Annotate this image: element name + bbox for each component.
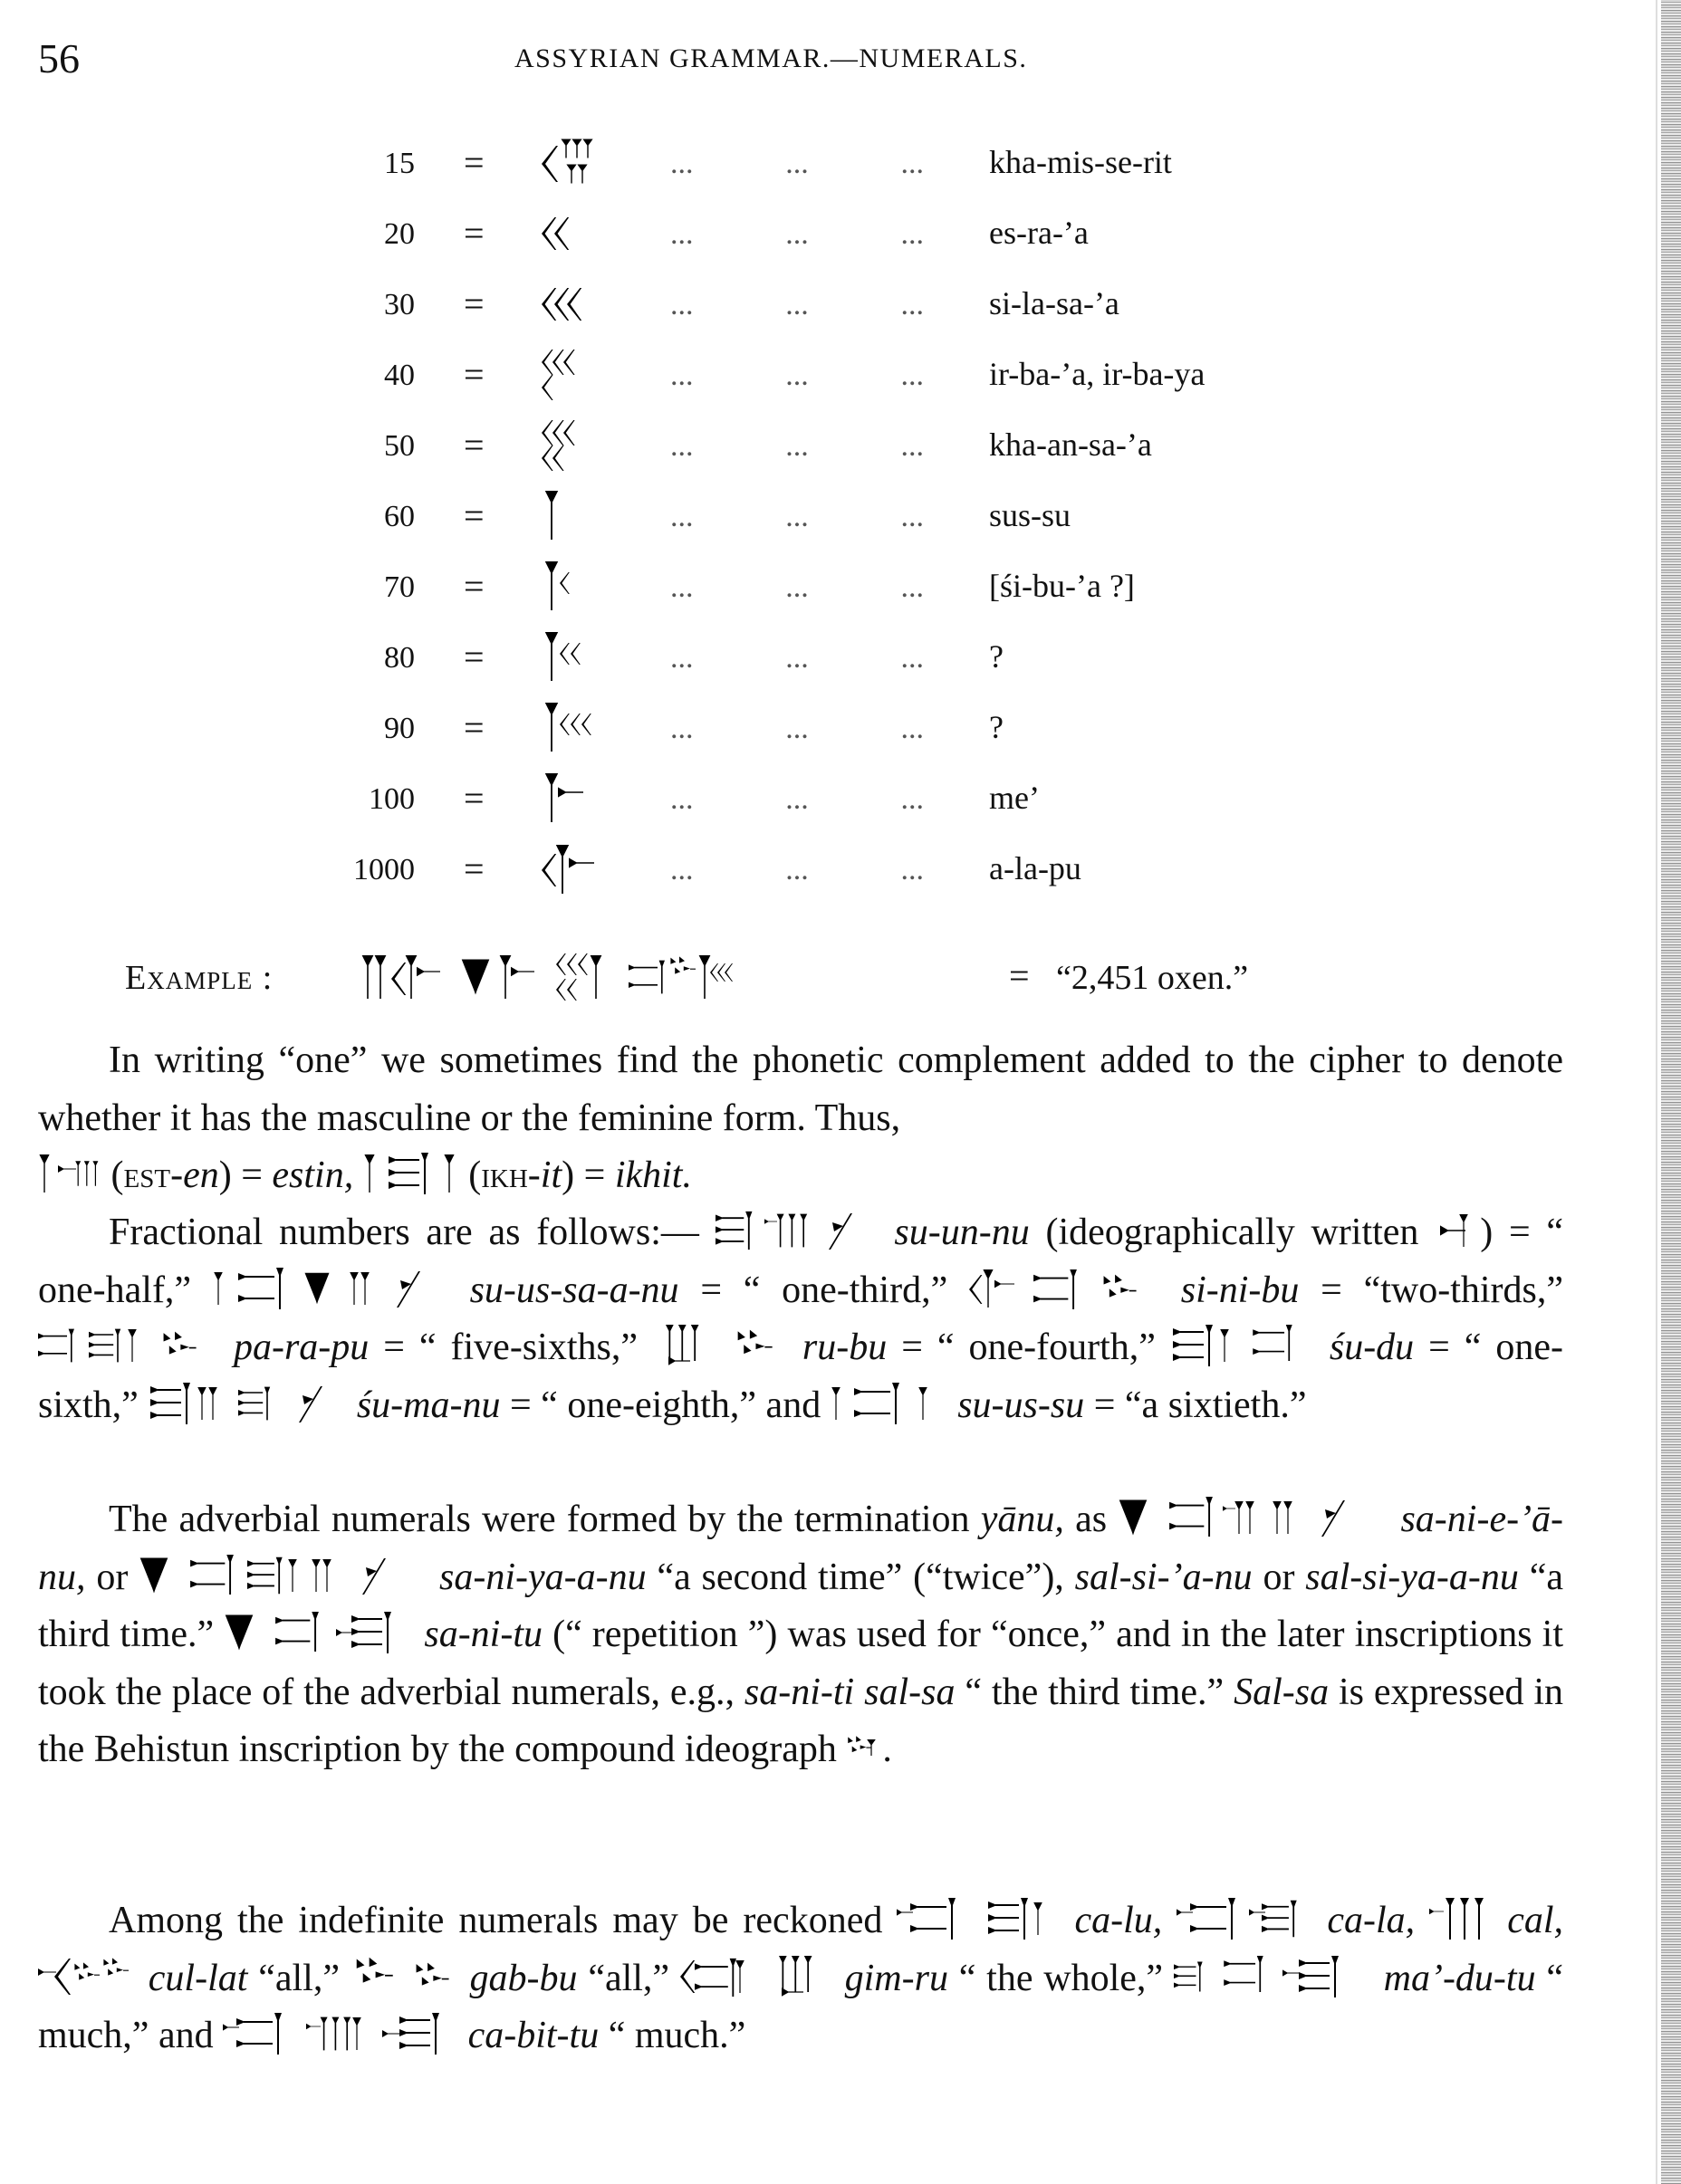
cuneiform-100-glyph bbox=[542, 771, 596, 828]
paragraph-text: ) = bbox=[218, 1154, 273, 1196]
leader-dots: ... ... ... bbox=[670, 782, 924, 816]
cuneiform-madutu-glyph bbox=[1174, 1956, 1373, 1997]
paragraph-text: . bbox=[882, 1729, 892, 1770]
cuneiform-70-glyph bbox=[542, 560, 587, 616]
equals-sign: = bbox=[464, 354, 485, 395]
paragraph-text: In writing “one” we sometimes find the phonetic complement added to the cipher to denote whether it has the masculine or the feminine form. Thus, bbox=[38, 1039, 1563, 1139]
equals-sign: = bbox=[464, 213, 485, 254]
italic-cul-lat: cul-lat bbox=[148, 1957, 248, 1999]
cuneiform-sussanu-glyph bbox=[213, 1268, 448, 1309]
transliteration: ? bbox=[989, 709, 1004, 745]
italic-su-us-su: su-us-su bbox=[957, 1384, 1085, 1426]
paragraph-indefinite-numerals bbox=[38, 1892, 1563, 2065]
cuneiform-1000-glyph bbox=[542, 842, 605, 898]
paragraph-text: “ much,” and bbox=[38, 1957, 1564, 2056]
paragraph-text: ) = bbox=[562, 1154, 615, 1196]
numeral-row-60 bbox=[0, 489, 1268, 552]
italic-su-un-nu: su-un-nu bbox=[894, 1212, 1030, 1253]
cuneiform-cala-glyph bbox=[1177, 1898, 1312, 1940]
numeral-value: 90 bbox=[384, 712, 415, 745]
italic-cal: cal, bbox=[1507, 1900, 1564, 1941]
numeral-row-50 bbox=[0, 418, 1268, 482]
paren: ( bbox=[468, 1154, 482, 1196]
paragraph-text: “ much.” bbox=[608, 2015, 746, 2056]
equals-sign: = bbox=[464, 425, 485, 465]
cuneiform-ikhit-glyph bbox=[363, 1153, 459, 1194]
paragraph-text: “a third time.” bbox=[38, 1556, 1564, 1655]
cuneiform-cullat-glyph bbox=[38, 1956, 138, 1997]
equals-sign: = bbox=[464, 707, 485, 748]
italic-sal-si-ya-a-nu: sal-si-ya-a-nu bbox=[1305, 1556, 1519, 1598]
paragraph-text: = “ one-fourth,” bbox=[901, 1327, 1156, 1368]
cuneiform-gimru-glyph bbox=[680, 1956, 834, 1997]
paragraph-text: or bbox=[96, 1556, 129, 1598]
ideogram-est: est bbox=[123, 1154, 171, 1196]
numeral-value: 50 bbox=[384, 429, 415, 463]
paragraph-text: Among the indefinite numerals may be reckoned bbox=[109, 1900, 883, 1941]
italic-pa-ra-pu: pa-ra-pu bbox=[233, 1327, 370, 1368]
transliteration: kha-mis-se-rit bbox=[989, 144, 1172, 180]
cuneiform-15-glyph bbox=[542, 136, 614, 192]
cuneiform-sudu-glyph bbox=[1170, 1325, 1315, 1366]
numeral-row-15 bbox=[0, 136, 1268, 199]
cuneiform-sanitu-glyph bbox=[224, 1612, 414, 1653]
cuneiform-60-glyph bbox=[542, 489, 569, 545]
italic-sa-ni-ti-sal-sa: sa-ni-ti sal-sa bbox=[744, 1671, 956, 1713]
example-value: “2,451 oxen.” bbox=[1056, 959, 1249, 997]
cuneiform-50-glyph bbox=[542, 418, 614, 474]
transliteration: a-la-pu bbox=[989, 850, 1081, 886]
cuneiform-calu-glyph bbox=[897, 1898, 1060, 1940]
italic-sal-si-anu: sal-si-’a-nu bbox=[1074, 1556, 1253, 1598]
italic-estin: estin, bbox=[272, 1154, 354, 1196]
numeral-value: 30 bbox=[384, 288, 415, 321]
cuneiform-estin-glyph bbox=[38, 1153, 101, 1194]
transliteration: [śi-bu-’a ?] bbox=[989, 568, 1135, 604]
equals-sign: = bbox=[464, 566, 485, 607]
cuneiform-sunnu-glyph bbox=[716, 1210, 879, 1251]
cuneiform-cabittu-glyph bbox=[223, 2013, 458, 2055]
italic-ca-lu: ca-lu, bbox=[1074, 1900, 1163, 1941]
italic-ma-du-tu: ma’-du-tu bbox=[1383, 1957, 1536, 1999]
italic-si-ni-bu: si-ni-bu bbox=[1180, 1269, 1300, 1311]
cuneiform-parapu-glyph bbox=[38, 1325, 219, 1366]
italic-ru-bu: ru-bu bbox=[802, 1327, 888, 1368]
paragraph-text: “ the third time.” bbox=[965, 1671, 1225, 1713]
numeral-row-30 bbox=[0, 277, 1268, 340]
numeral-value: 40 bbox=[384, 359, 415, 392]
paragraph-text: “a second time” (“twice”), bbox=[657, 1556, 1064, 1598]
cuneiform-sinibu-glyph bbox=[969, 1268, 1159, 1309]
cuneiform-90-glyph bbox=[542, 701, 614, 757]
italic-sa-ni-tu: sa-ni-tu bbox=[424, 1614, 543, 1655]
italic-sa-ni-ya-a-nu: sa-ni-ya-a-nu bbox=[438, 1556, 647, 1598]
cuneiform-sumanu-glyph bbox=[148, 1383, 347, 1424]
transliteration: ir-ba-’a, ir-ba-ya bbox=[989, 356, 1206, 392]
cuneiform-half-glyph bbox=[1435, 1210, 1480, 1251]
numeral-value: 1000 bbox=[353, 853, 415, 886]
paragraph-phonetic-complement bbox=[38, 1032, 1563, 1205]
numeral-value: 15 bbox=[384, 147, 415, 180]
paragraph-text: = “ one-eighth,” and bbox=[509, 1384, 821, 1426]
cuneiform-cal-glyph bbox=[1429, 1898, 1493, 1940]
transliteration: sus-su bbox=[989, 497, 1071, 533]
leader-dots: ... ... ... bbox=[670, 570, 924, 604]
transliteration: me’ bbox=[989, 780, 1040, 816]
italic-su-du: śu-du bbox=[1329, 1327, 1415, 1368]
paragraph-text: ) = “ one-half,” bbox=[38, 1212, 1564, 1311]
numeral-value: 100 bbox=[369, 782, 415, 816]
numeral-row-20 bbox=[0, 206, 1268, 270]
leader-dots: ... ... ... bbox=[670, 429, 924, 463]
cuneiform-20-glyph bbox=[542, 206, 596, 263]
paragraph-text: The adverbial numerals were formed by the termination bbox=[109, 1499, 970, 1540]
numeral-row-1000 bbox=[0, 842, 1268, 905]
cuneiform-80-glyph bbox=[542, 630, 605, 686]
transliteration: es-ra-’a bbox=[989, 215, 1089, 251]
equals-sign: = bbox=[464, 142, 485, 183]
italic-sal-sa: Sal-sa bbox=[1234, 1671, 1330, 1713]
paragraph-text: Fractional numbers are as follows:— bbox=[109, 1212, 699, 1253]
numeral-value: 60 bbox=[384, 500, 415, 533]
cuneiform-30-glyph bbox=[542, 277, 614, 333]
numeral-value: 80 bbox=[384, 641, 415, 675]
transliteration: si-la-sa-’a bbox=[989, 285, 1119, 321]
italic-su-ma-nu: śu-ma-nu bbox=[356, 1384, 501, 1426]
running-title: ASSYRIAN GRAMMAR.—NUMERALS. bbox=[514, 43, 1028, 73]
leader-dots: ... ... ... bbox=[670, 147, 924, 180]
example-line bbox=[125, 951, 1302, 1014]
transliteration: kha-an-sa-’a bbox=[989, 426, 1152, 463]
numeral-row-70 bbox=[0, 560, 1268, 623]
paragraph-text: as bbox=[1075, 1499, 1108, 1540]
leader-dots: ... ... ... bbox=[670, 359, 924, 392]
paragraph-text: “ the whole,” bbox=[958, 1957, 1164, 1999]
page-edge-shadow bbox=[1656, 0, 1657, 2184]
equals-sign: = bbox=[464, 283, 485, 324]
italic-gim-ru: gim-ru bbox=[844, 1957, 948, 1999]
numeral-value: 20 bbox=[384, 217, 415, 251]
leader-dots: ... ... ... bbox=[670, 217, 924, 251]
italic-ca-la: ca-la, bbox=[1327, 1900, 1416, 1941]
cuneiform-example-glyphs bbox=[360, 951, 994, 1009]
italic-gab-bu: gab-bu bbox=[469, 1957, 578, 1999]
cuneiform-40-glyph bbox=[542, 348, 614, 404]
cuneiform-saniyanu-glyph bbox=[1118, 1497, 1389, 1538]
italic-sa-ni-e-anu: sa-ni-e-’ā-nu, bbox=[38, 1499, 1564, 1598]
numeral-row-80 bbox=[0, 630, 1268, 694]
transliteration: ? bbox=[989, 638, 1004, 675]
cuneiform-gabbu-glyph bbox=[351, 1956, 459, 1997]
leader-dots: ... ... ... bbox=[670, 712, 924, 745]
paragraph-text: is expressed in the Behistun inscription by the compound ideograph bbox=[38, 1671, 1564, 1770]
leader-dots: ... ... ... bbox=[670, 288, 924, 321]
cuneiform-sussu-glyph bbox=[831, 1383, 948, 1424]
equals-sign: = bbox=[1009, 955, 1030, 996]
example-label: Example : bbox=[125, 959, 274, 997]
numeral-row-40 bbox=[0, 348, 1268, 411]
italic-it: it bbox=[540, 1154, 562, 1196]
italic-ca-bit-tu: ca-bit-tu bbox=[467, 2015, 600, 2056]
equals-sign: = bbox=[464, 778, 485, 819]
cuneiform-rubu-glyph bbox=[652, 1325, 788, 1366]
paragraph-text: = “ five-sixths,” bbox=[383, 1327, 638, 1368]
italic-ikhit: ikhit. bbox=[614, 1154, 692, 1196]
page-number: 56 bbox=[38, 35, 80, 81]
italic-yanu: yānu, bbox=[980, 1499, 1064, 1540]
paragraph-text: = “ one-third,” bbox=[700, 1269, 948, 1311]
paragraph-text: or bbox=[1263, 1556, 1295, 1598]
ideogram-ikh: ikh bbox=[481, 1154, 528, 1196]
numeral-row-100 bbox=[0, 771, 1268, 835]
numeral-value: 70 bbox=[384, 570, 415, 604]
equals-sign: = bbox=[464, 495, 485, 536]
paragraph-text: = “two-thirds,” bbox=[1321, 1269, 1564, 1311]
paragraph-fractional-numbers bbox=[38, 1204, 1563, 1434]
leader-dots: ... ... ... bbox=[670, 853, 924, 886]
paragraph-text: “all,” bbox=[588, 1957, 670, 1999]
paragraph-text: (ideographically written bbox=[1045, 1212, 1419, 1253]
leader-dots: ... ... ... bbox=[670, 500, 924, 533]
leader-dots: ... ... ... bbox=[670, 641, 924, 675]
paragraph-text: = “ one-sixth,” bbox=[38, 1327, 1564, 1426]
paragraph-text: = “a sixtieth.” bbox=[1093, 1384, 1307, 1426]
italic-su-us-sa-a-nu: su-us-sa-a-nu bbox=[469, 1269, 679, 1311]
hyphen: - bbox=[527, 1154, 541, 1196]
hyphen: - bbox=[170, 1154, 184, 1196]
paragraph-text: “all,” bbox=[258, 1957, 340, 1999]
page-binding-edge bbox=[1661, 0, 1681, 2184]
paren: ( bbox=[110, 1154, 124, 1196]
equals-sign: = bbox=[464, 637, 485, 677]
cuneiform-saniyaanu-glyph bbox=[139, 1555, 428, 1596]
paragraph-adverbial-numerals bbox=[38, 1491, 1563, 1779]
cuneiform-compound-ideograph bbox=[846, 1727, 882, 1768]
italic-en: en bbox=[183, 1154, 219, 1196]
equals-sign: = bbox=[464, 848, 485, 889]
paragraph-text: (“ repetition ”) was used for “once,” and in the later inscriptions it took the place of the adverbial numerals, e.g., bbox=[38, 1614, 1564, 1713]
numeral-row-90 bbox=[0, 701, 1268, 764]
